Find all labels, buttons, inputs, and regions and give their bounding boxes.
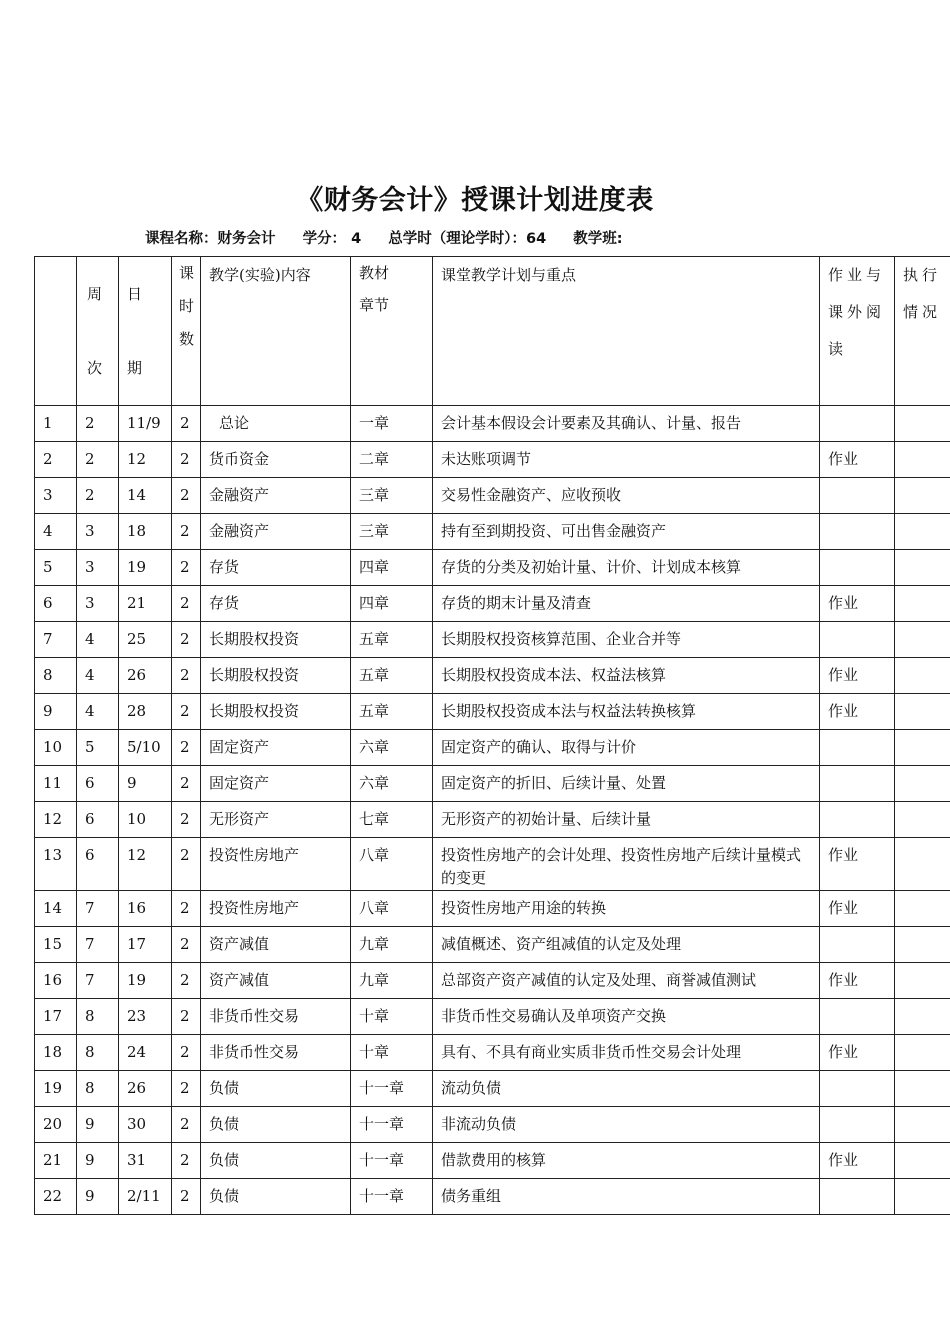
table-row	[35, 963, 950, 999]
cell-no: 6	[35, 586, 77, 622]
cell-homework	[820, 999, 895, 1035]
table-row	[35, 586, 950, 622]
cell-week: 4	[77, 622, 119, 658]
cell-content: 货币资金	[201, 442, 351, 478]
cell-date: 18	[119, 514, 172, 550]
cell-homework	[820, 406, 895, 442]
cell-no: 11	[35, 766, 77, 802]
cell-date: 12	[119, 838, 172, 891]
cell-plan: 债务重组	[433, 1179, 820, 1215]
cell-no: 17	[35, 999, 77, 1035]
page-title: 《财务会计》授课计划进度表	[296, 185, 654, 216]
cell-date: 17	[119, 927, 172, 963]
cell-no: 10	[35, 730, 77, 766]
cell-no: 22	[35, 1179, 77, 1215]
cell-content: 金融资产	[201, 514, 351, 550]
cell-date: 23	[119, 999, 172, 1035]
cell-date: 11/9	[119, 406, 172, 442]
cell-hours: 2	[172, 730, 201, 766]
cell-week: 2	[77, 442, 119, 478]
header-chapter	[351, 257, 433, 406]
header-status: 执行情况	[895, 257, 950, 406]
cell-homework: 作业	[820, 1143, 895, 1179]
cell-week: 4	[77, 694, 119, 730]
table-row	[35, 766, 950, 802]
table-row	[35, 406, 950, 442]
cell-plan: 非货币性交易确认及单项资产交换	[433, 999, 820, 1035]
cell-week: 6	[77, 838, 119, 891]
table-row	[35, 442, 950, 478]
cell-no: 21	[35, 1143, 77, 1179]
cell-content: 非货币性交易	[201, 999, 351, 1035]
cell-status	[895, 802, 950, 838]
cell-week: 8	[77, 1035, 119, 1071]
cell-content: 长期股权投资	[201, 622, 351, 658]
cell-no: 14	[35, 891, 77, 927]
course-name: 课程名称：财务会计	[145, 231, 276, 247]
cell-homework	[820, 927, 895, 963]
cell-date: 30	[119, 1107, 172, 1143]
cell-status	[895, 550, 950, 586]
cell-chapter: 十一章	[351, 1143, 433, 1179]
cell-hours: 2	[172, 766, 201, 802]
cell-hours: 2	[172, 514, 201, 550]
cell-no: 13	[35, 838, 77, 891]
cell-chapter: 五章	[351, 658, 433, 694]
cell-status	[895, 694, 950, 730]
cell-week: 8	[77, 1071, 119, 1107]
cell-hours: 2	[172, 802, 201, 838]
cell-no: 3	[35, 478, 77, 514]
cell-chapter: 三章	[351, 514, 433, 550]
cell-plan: 流动负债	[433, 1071, 820, 1107]
cell-status	[895, 838, 950, 891]
cell-plan: 无形资产的初始计量、后续计量	[433, 802, 820, 838]
cell-status	[895, 406, 950, 442]
cell-date: 12	[119, 442, 172, 478]
table-row	[35, 1035, 950, 1071]
cell-date: 24	[119, 1035, 172, 1071]
cell-content: 非货币性交易	[201, 1035, 351, 1071]
cell-date: 5/10	[119, 730, 172, 766]
course-hours: 总学时（理论学时）：64	[388, 231, 547, 247]
cell-homework: 作业	[820, 838, 895, 891]
table-row	[35, 999, 950, 1035]
cell-plan: 借款费用的核算	[433, 1143, 820, 1179]
teaching-class: 教学班:	[573, 231, 623, 247]
cell-week: 7	[77, 927, 119, 963]
cell-chapter: 一章	[351, 406, 433, 442]
cell-hours: 2	[172, 442, 201, 478]
schedule-table	[34, 256, 950, 1215]
cell-plan: 非流动负债	[433, 1107, 820, 1143]
cell-status	[895, 1179, 950, 1215]
cell-no: 12	[35, 802, 77, 838]
cell-no: 2	[35, 442, 77, 478]
cell-week: 4	[77, 658, 119, 694]
cell-content: 资产减值	[201, 927, 351, 963]
header-date	[119, 257, 172, 406]
table-row	[35, 1071, 950, 1107]
cell-content: 投资性房地产	[201, 891, 351, 927]
cell-content: 资产减值	[201, 963, 351, 999]
table-header-row	[35, 257, 950, 406]
cell-homework	[820, 478, 895, 514]
cell-plan: 持有至到期投资、可出售金融资产	[433, 514, 820, 550]
cell-status	[895, 1035, 950, 1071]
header-week	[77, 257, 119, 406]
cell-hours: 2	[172, 963, 201, 999]
cell-week: 3	[77, 586, 119, 622]
cell-date: 26	[119, 658, 172, 694]
cell-status	[895, 442, 950, 478]
cell-date: 2/11	[119, 1179, 172, 1215]
header-week-text: 周次	[87, 285, 103, 377]
cell-plan: 未达账项调节	[433, 442, 820, 478]
cell-plan: 固定资产的折旧、后续计量、处置	[433, 766, 820, 802]
table-row	[35, 658, 950, 694]
cell-hours: 2	[172, 927, 201, 963]
table-row	[35, 478, 950, 514]
cell-hours: 2	[172, 1179, 201, 1215]
cell-no: 16	[35, 963, 77, 999]
cell-status	[895, 514, 950, 550]
cell-date: 26	[119, 1071, 172, 1107]
cell-no: 4	[35, 514, 77, 550]
schedule-body	[35, 406, 950, 1215]
cell-no: 8	[35, 658, 77, 694]
cell-chapter: 十章	[351, 999, 433, 1035]
cell-week: 5	[77, 730, 119, 766]
cell-status	[895, 766, 950, 802]
cell-chapter: 十一章	[351, 1107, 433, 1143]
header-homework: 作业与课外阅读	[820, 257, 895, 406]
cell-content: 金融资产	[201, 478, 351, 514]
header-plan: 课堂教学计划与重点	[433, 257, 820, 406]
cell-content: 无形资产	[201, 802, 351, 838]
cell-plan: 交易性金融资产、应收预收	[433, 478, 820, 514]
cell-plan: 减值概述、资产组减值的认定及处理	[433, 927, 820, 963]
cell-date: 19	[119, 963, 172, 999]
table-row	[35, 891, 950, 927]
cell-date: 19	[119, 550, 172, 586]
cell-hours: 2	[172, 550, 201, 586]
cell-hours: 2	[172, 838, 201, 891]
cell-date: 21	[119, 586, 172, 622]
cell-hours: 2	[172, 586, 201, 622]
table-row	[35, 1179, 950, 1215]
cell-chapter: 四章	[351, 586, 433, 622]
cell-content: 存货	[201, 586, 351, 622]
cell-content: 负债	[201, 1179, 351, 1215]
cell-homework: 作业	[820, 1035, 895, 1071]
cell-plan: 长期股权投资成本法、权益法核算	[433, 658, 820, 694]
cell-content: 总论	[201, 406, 351, 442]
table-row	[35, 550, 950, 586]
header-no	[35, 257, 77, 406]
cell-chapter: 二章	[351, 442, 433, 478]
cell-homework	[820, 514, 895, 550]
header-content: 教学(实验)内容	[201, 257, 351, 406]
cell-content: 投资性房地产	[201, 838, 351, 891]
cell-chapter: 十一章	[351, 1071, 433, 1107]
table-row	[35, 927, 950, 963]
cell-homework	[820, 730, 895, 766]
cell-plan: 具有、不具有商业实质非货币性交易会计处理	[433, 1035, 820, 1071]
cell-homework: 作业	[820, 586, 895, 622]
table-row	[35, 802, 950, 838]
cell-hours: 2	[172, 1107, 201, 1143]
cell-status	[895, 963, 950, 999]
cell-homework	[820, 766, 895, 802]
cell-date: 10	[119, 802, 172, 838]
cell-plan: 投资性房地产的会计处理、投资性房地产后续计量模式的变更	[433, 838, 820, 891]
cell-chapter: 九章	[351, 963, 433, 999]
cell-hours: 2	[172, 1143, 201, 1179]
cell-chapter: 七章	[351, 802, 433, 838]
cell-date: 28	[119, 694, 172, 730]
cell-chapter: 十章	[351, 1035, 433, 1071]
cell-week: 2	[77, 478, 119, 514]
cell-status	[895, 622, 950, 658]
cell-no: 1	[35, 406, 77, 442]
cell-homework	[820, 550, 895, 586]
header-hours-text: 课时数	[179, 264, 195, 348]
cell-week: 3	[77, 550, 119, 586]
cell-date: 31	[119, 1143, 172, 1179]
cell-chapter: 九章	[351, 927, 433, 963]
cell-content: 负债	[201, 1143, 351, 1179]
cell-status	[895, 730, 950, 766]
cell-week: 3	[77, 514, 119, 550]
table-row	[35, 1107, 950, 1143]
cell-no: 5	[35, 550, 77, 586]
cell-week: 9	[77, 1179, 119, 1215]
cell-date: 14	[119, 478, 172, 514]
cell-date: 25	[119, 622, 172, 658]
cell-chapter: 五章	[351, 694, 433, 730]
cell-chapter: 八章	[351, 838, 433, 891]
table-row	[35, 1143, 950, 1179]
cell-status	[895, 586, 950, 622]
cell-homework: 作业	[820, 694, 895, 730]
cell-hours: 2	[172, 406, 201, 442]
cell-week: 7	[77, 891, 119, 927]
cell-week: 8	[77, 999, 119, 1035]
cell-plan: 固定资产的确认、取得与计价	[433, 730, 820, 766]
cell-homework	[820, 622, 895, 658]
cell-hours: 2	[172, 999, 201, 1035]
cell-week: 9	[77, 1143, 119, 1179]
cell-status	[895, 1143, 950, 1179]
cell-no: 9	[35, 694, 77, 730]
cell-content: 负债	[201, 1107, 351, 1143]
cell-status	[895, 1071, 950, 1107]
cell-status	[895, 1107, 950, 1143]
cell-status	[895, 999, 950, 1035]
cell-no: 19	[35, 1071, 77, 1107]
cell-homework: 作业	[820, 891, 895, 927]
cell-week: 9	[77, 1107, 119, 1143]
table-row	[35, 730, 950, 766]
course-info-line	[145, 227, 645, 248]
cell-plan: 总部资产资产减值的认定及处理、商誉减值测试	[433, 963, 820, 999]
cell-no: 18	[35, 1035, 77, 1071]
cell-content: 长期股权投资	[201, 694, 351, 730]
cell-hours: 2	[172, 658, 201, 694]
header-chapter-text: 教材章节	[359, 264, 390, 314]
cell-plan: 投资性房地产用途的转换	[433, 891, 820, 927]
cell-plan: 会计基本假设会计要素及其确认、计量、报告	[433, 406, 820, 442]
cell-content: 固定资产	[201, 730, 351, 766]
cell-date: 9	[119, 766, 172, 802]
cell-homework	[820, 1179, 895, 1215]
cell-week: 6	[77, 802, 119, 838]
header-hours	[172, 257, 201, 406]
cell-chapter: 十一章	[351, 1179, 433, 1215]
cell-homework	[820, 802, 895, 838]
cell-homework	[820, 1071, 895, 1107]
cell-homework: 作业	[820, 442, 895, 478]
cell-status	[895, 891, 950, 927]
cell-homework	[820, 1107, 895, 1143]
cell-plan: 存货的期末计量及清查	[433, 586, 820, 622]
table-row	[35, 694, 950, 730]
cell-chapter: 三章	[351, 478, 433, 514]
cell-plan: 存货的分类及初始计量、计价、计划成本核算	[433, 550, 820, 586]
cell-chapter: 五章	[351, 622, 433, 658]
table-row	[35, 838, 950, 891]
cell-status	[895, 478, 950, 514]
header-date-text: 日期	[127, 285, 143, 377]
cell-plan: 长期股权投资成本法与权益法转换核算	[433, 694, 820, 730]
table-row	[35, 514, 950, 550]
course-credit: 学分： 4	[302, 231, 362, 247]
cell-no: 20	[35, 1107, 77, 1143]
cell-content: 长期股权投资	[201, 658, 351, 694]
cell-hours: 2	[172, 622, 201, 658]
cell-hours: 2	[172, 694, 201, 730]
cell-date: 16	[119, 891, 172, 927]
cell-hours: 2	[172, 891, 201, 927]
cell-week: 6	[77, 766, 119, 802]
cell-no: 7	[35, 622, 77, 658]
cell-chapter: 六章	[351, 730, 433, 766]
cell-chapter: 四章	[351, 550, 433, 586]
cell-content: 存货	[201, 550, 351, 586]
cell-hours: 2	[172, 1035, 201, 1071]
cell-status	[895, 658, 950, 694]
cell-homework: 作业	[820, 658, 895, 694]
cell-status	[895, 927, 950, 963]
cell-week: 7	[77, 963, 119, 999]
cell-homework: 作业	[820, 963, 895, 999]
cell-content: 负债	[201, 1071, 351, 1107]
cell-chapter: 八章	[351, 891, 433, 927]
cell-hours: 2	[172, 478, 201, 514]
cell-plan: 长期股权投资核算范围、企业合并等	[433, 622, 820, 658]
cell-no: 15	[35, 927, 77, 963]
cell-chapter: 六章	[351, 766, 433, 802]
cell-week: 2	[77, 406, 119, 442]
cell-content: 固定资产	[201, 766, 351, 802]
table-row	[35, 622, 950, 658]
cell-hours: 2	[172, 1071, 201, 1107]
